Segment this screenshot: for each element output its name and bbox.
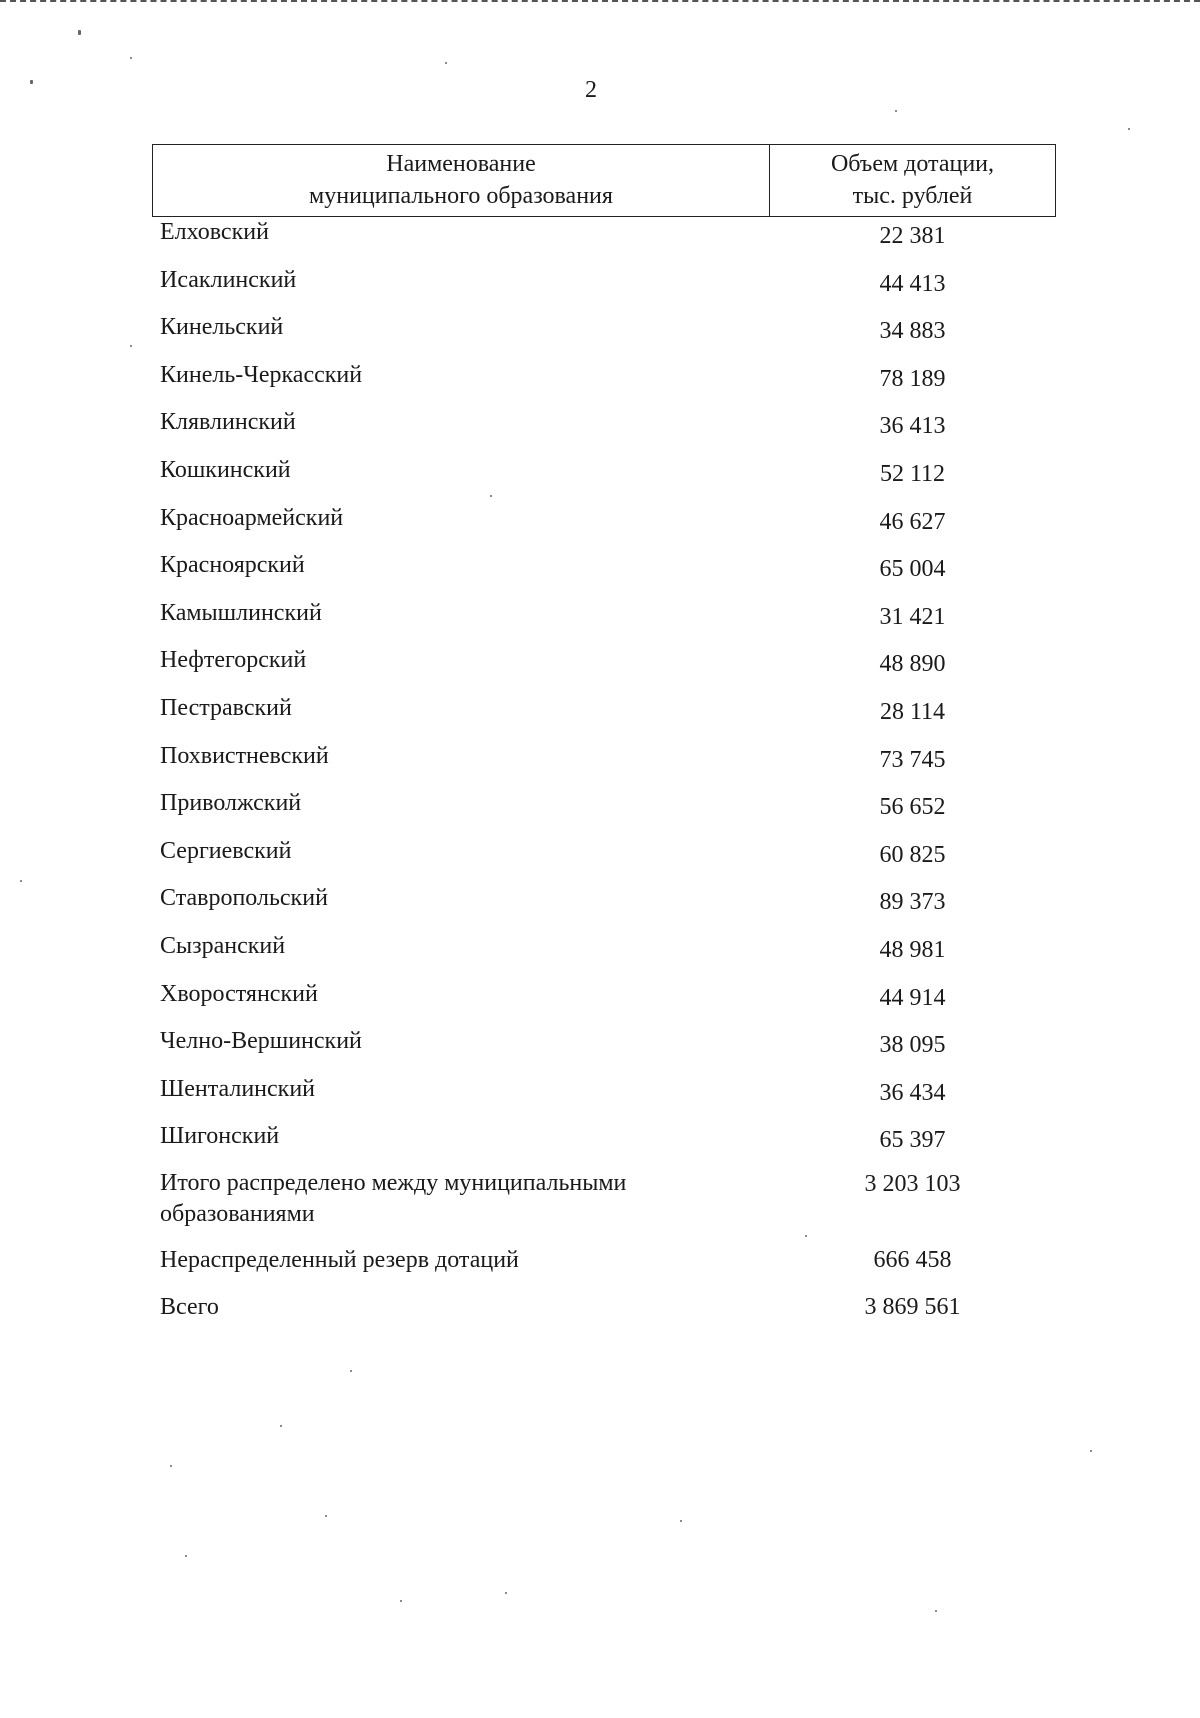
reserve-label: Нераспределенный резерв дотаций: [160, 1246, 519, 1273]
column-header-name-line1: Наименование: [386, 151, 536, 177]
distributed-total-row: [152, 1168, 1056, 1244]
subsidy-value: 78 189: [879, 365, 946, 392]
table-row: [152, 787, 1056, 835]
subsidy-value: 65 004: [879, 556, 946, 583]
municipality-name: Похвистневский: [160, 742, 329, 769]
subsidy-value: 44 914: [879, 984, 946, 1011]
subsidy-value: 28 114: [879, 698, 946, 725]
scan-speck: [805, 1235, 807, 1237]
column-header-value-line2: тыс. рублей: [852, 183, 973, 209]
municipality-name: Клявлинский: [160, 409, 296, 436]
municipality-name: Пестравский: [160, 694, 292, 721]
subsidy-value: 89 373: [879, 889, 946, 916]
scan-speck: [490, 495, 492, 497]
table-header: [152, 144, 1056, 217]
distributed-total-label-line2: образованиями: [160, 1200, 315, 1227]
municipality-name: Камышлинский: [160, 599, 322, 626]
distributed-total-label: [152, 1168, 769, 1230]
table-row: [152, 311, 1056, 359]
municipality-name: Нефтегорский: [160, 647, 307, 674]
grand-total-row: [152, 1291, 1056, 1339]
table-row: [152, 406, 1056, 454]
subsidy-value: 46 627: [879, 508, 946, 535]
scan-speck: [78, 30, 81, 35]
table-row: [152, 644, 1056, 692]
municipality-name: Исаклинский: [160, 266, 297, 293]
municipality-name: Приволжский: [160, 790, 302, 817]
table-row: [152, 882, 1056, 930]
subsidy-value: 44 413: [879, 270, 946, 297]
top-edge-rule: [0, 0, 1200, 5]
municipality-name: Челно-Вершинский: [160, 1028, 362, 1055]
subsidy-value: 52 112: [879, 460, 946, 487]
distributed-total-label-line1: Итого распределено между муниципальными: [160, 1169, 627, 1196]
municipality-name: Кинель-Черкасский: [160, 361, 363, 388]
subsidy-value: 65 397: [879, 1127, 946, 1154]
municipality-name: Кошкинский: [160, 456, 291, 483]
column-header-value: [770, 145, 1055, 216]
distributed-total-value: 3 203 103: [864, 1170, 961, 1197]
table-row: [152, 454, 1056, 502]
table-row: [152, 835, 1056, 883]
scan-speck: [350, 1370, 352, 1372]
scan-speck: [130, 345, 132, 347]
grand-total-value: 3 869 561: [864, 1294, 961, 1321]
grand-total-label: Всего: [160, 1294, 219, 1321]
municipality-name: Елховский: [160, 219, 269, 245]
municipality-name: Шенталинский: [160, 1075, 316, 1102]
table-row: [152, 359, 1056, 407]
municipality-name: Красноармейский: [160, 504, 344, 531]
scan-speck: [280, 1425, 282, 1427]
subsidy-value: 34 883: [879, 318, 946, 345]
table-row: [152, 216, 1056, 264]
column-header-value-line1: Объем дотации,: [830, 151, 995, 177]
subsidy-value: 56 652: [879, 794, 946, 821]
scan-speck: [505, 1592, 507, 1594]
table-row: [152, 597, 1056, 645]
column-header-name-line2: муниципального образования: [309, 183, 613, 209]
scan-speck: [1128, 128, 1130, 130]
subsidy-value: 60 825: [879, 841, 946, 868]
scan-speck: [895, 110, 897, 112]
subsidy-value: 36 434: [879, 1079, 946, 1106]
table-row: [152, 930, 1056, 978]
subsidy-value: 22 381: [879, 223, 946, 249]
table-row: [152, 502, 1056, 550]
scan-speck: [20, 880, 22, 882]
table-row: [152, 1120, 1056, 1168]
scan-speck: [130, 57, 132, 59]
scan-speck: [1090, 1450, 1092, 1452]
municipality-name: Сергиевский: [160, 837, 292, 864]
subsidy-value: 73 745: [879, 746, 946, 773]
reserve-row: [152, 1244, 1056, 1292]
municipality-name: Красноярский: [160, 552, 305, 579]
reserve-value: 666 458: [873, 1246, 952, 1273]
scan-speck: [680, 1520, 682, 1522]
municipality-name: Шигонский: [160, 1123, 280, 1150]
scan-speck: [445, 62, 447, 64]
subsidy-value: 38 095: [879, 1032, 946, 1059]
column-header-name: [153, 145, 770, 216]
table-body: [152, 216, 1056, 1339]
page-number: 2: [585, 77, 597, 103]
scan-speck: [935, 1610, 937, 1612]
scan-speck: [325, 1515, 327, 1517]
table-row: [152, 1025, 1056, 1073]
table-row: [152, 264, 1056, 312]
subsidy-value: 48 890: [879, 651, 946, 678]
subsidy-value: 48 981: [879, 936, 946, 963]
table-row: [152, 1073, 1056, 1121]
scan-speck: [170, 1465, 172, 1467]
scan-speck: [185, 1555, 187, 1557]
municipality-name: Хворостянский: [160, 980, 318, 1007]
subsidy-value: 31 421: [879, 603, 946, 630]
scan-speck: [30, 80, 33, 84]
table-row: [152, 978, 1056, 1026]
subsidy-value: 36 413: [879, 413, 946, 440]
table-row: [152, 740, 1056, 788]
municipality-name: Кинельский: [160, 314, 284, 341]
table-row: [152, 549, 1056, 597]
municipality-name: Ставропольский: [160, 885, 328, 912]
scan-speck: [400, 1600, 402, 1602]
table-row: [152, 692, 1056, 740]
municipality-name: Сызранский: [160, 932, 286, 959]
